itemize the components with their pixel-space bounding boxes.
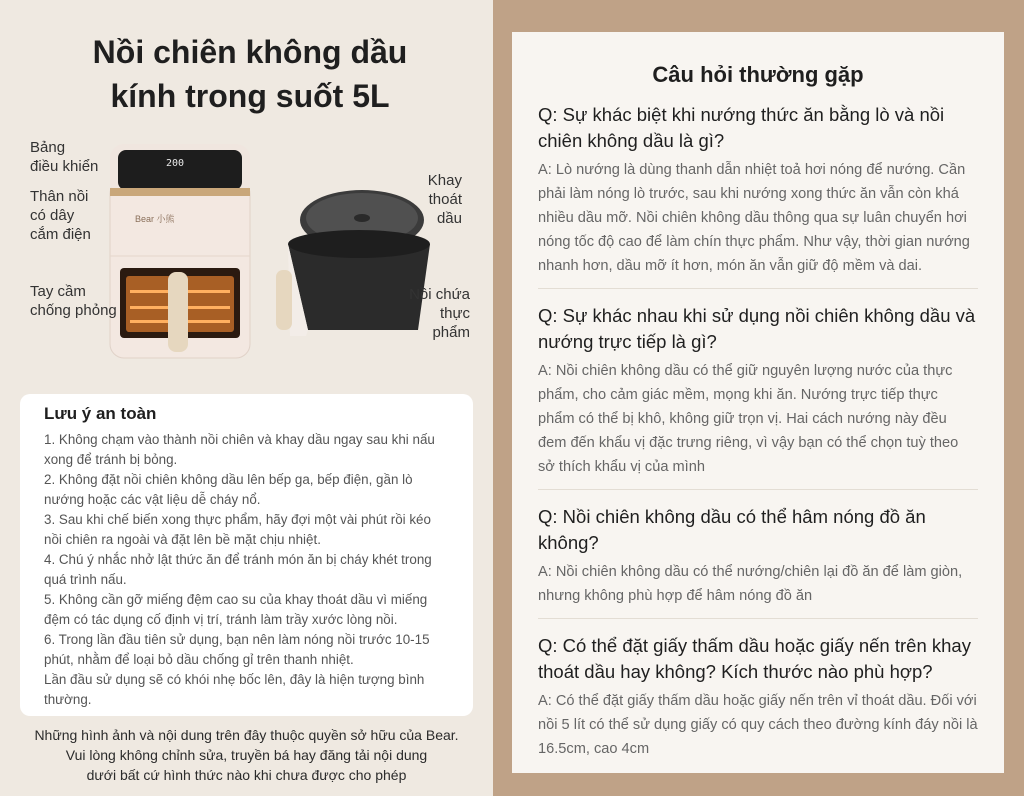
safety-heading: Lưu ý an toàn: [44, 404, 157, 423]
faq-answer: A: Lò nướng là dùng thanh dẫn nhiệt toả hơi nóng để nướng. Cần phải làm nóng lò trước, sau khi nướng xong thức ăn vẫn còn khá nhiều dầu mỡ. Nồi chiên không dầu thông qua sự luân chuyển hơi nóng tốc độ cao để làm chín thực phẩm. Như vậy, thời gian nướng nhanh hơn, dầu mỡ ít hơn, món ăn vẫn giữ độ mềm và dai.: [538, 162, 970, 274]
faq-heading: Câu hỏi thường gặp: [652, 62, 864, 87]
faq-question: Q: Sự khác biệt khi nướng thức ăn bằng lò và nồi chiên không dầu là gì?: [538, 104, 945, 151]
faq-item: [538, 303, 978, 490]
product-title: [40, 30, 460, 118]
safety-item: 3. Sau khi chế biến xong thực phẩm, hãy đợi một vài phút rồi kéo nồi chiên ra ngoài và đặt lên bề mặt chịu nhiệt.: [44, 512, 431, 547]
safety-item: 2. Không đặt nồi chiên không dầu lên bếp ga, bếp điện, gần lò nướng hoặc các vật liệu dễ cháy nổ.: [44, 472, 413, 507]
air-fryer-illustration: [100, 140, 440, 380]
safety-item: 1. Không chạm vào thành nồi chiên và khay dầu ngay sau khi nấu xong để tránh bị bỏng.: [44, 432, 435, 467]
faq-question: Q: Có thể đặt giấy thấm dầu hoặc giấy nến trên khay thoát dầu hay không? Kích thước nào phù hợp?: [538, 635, 971, 682]
callout-tray: Khay thoát dầu: [427, 172, 462, 227]
faq-item: [538, 504, 978, 619]
faq-answer: A: Nồi chiên không dầu có thể giữ nguyên lượng nước của thực phẩm, cho cảm giác mềm, mọng khi ăn. Nướng trực tiếp thực phẩm có thể bị khô, không giữ trọn vị. Hai cách nướng này đều đem đến khẩu vị đặc trưng riêng, vì vậy bạn có thể chọn tuỳ theo sở thích khẩu vị của mình: [538, 363, 959, 475]
product-title-line1: Nồi chiên không dầu: [92, 34, 408, 70]
callout-handle: Tay cầm chống phỏng: [30, 283, 117, 319]
control-panel-display: 200: [166, 158, 185, 169]
callout-body: Thân nồi có dây cắm điện: [30, 188, 91, 243]
faq-answer: A: Có thể đặt giấy thấm dầu hoặc giấy nến trên vỉ thoát dầu. Đối với nồi 5 lít có thể sử dụng giấy có quy cách theo đường kính đáy nồi là 16.5cm, cao 4cm: [538, 693, 978, 757]
faq-panel: [512, 32, 1004, 773]
faq-item: [538, 102, 978, 289]
safety-item: Lần đầu sử dụng sẽ có khói nhẹ bốc lên, đây là hiện tượng bình thường.: [44, 672, 425, 707]
safety-notes-card: [20, 394, 473, 716]
brand-label: Bear 小熊: [135, 214, 175, 224]
faq-question: Q: Sự khác nhau khi sử dụng nồi chiên không dầu và nướng trực tiếp là gì?: [538, 305, 976, 352]
faq-item: [538, 633, 978, 771]
callout-basket: Nồi chứa thực phẩm: [409, 286, 470, 341]
safety-item: 5. Không cần gỡ miếng đệm cao su của khay thoát dầu vì miếng đệm có tác dụng cố định vị trí, tránh làm trầy xước lòng nồi.: [44, 592, 428, 627]
callout-control-panel: Bảng điều khiển: [30, 139, 99, 175]
safety-list: [44, 430, 449, 710]
faq-question: Q: Nồi chiên không dầu có thể hâm nóng đồ ăn không?: [538, 506, 926, 553]
copyright-notice: Những hình ảnh và nội dung trên đây thuộc quyền sở hữu của Bear. Vui lòng không chỉnh sửa, truyền bá hay đăng tải nội dung dưới bất cứ hình thức nào khi chưa được cho phép: [34, 727, 459, 783]
safety-item: 6. Trong lần đầu tiên sử dụng, bạn nên làm nóng nồi trước 10-15 phút, nhằm để loại bỏ dầu chống gỉ trên thanh nhiệt.: [44, 632, 430, 667]
product-title-line2: kính trong suốt 5L: [110, 78, 390, 114]
safety-item: 4. Chú ý nhắc nhở lật thức ăn để tránh món ăn bị cháy khét trong quá trình nấu.: [44, 552, 432, 587]
faq-answer: A: Nồi chiên không dầu có thể nướng/chiên lại đồ ăn để làm giòn, nhưng không phù hợp để hâm nóng đồ ăn: [538, 564, 963, 604]
